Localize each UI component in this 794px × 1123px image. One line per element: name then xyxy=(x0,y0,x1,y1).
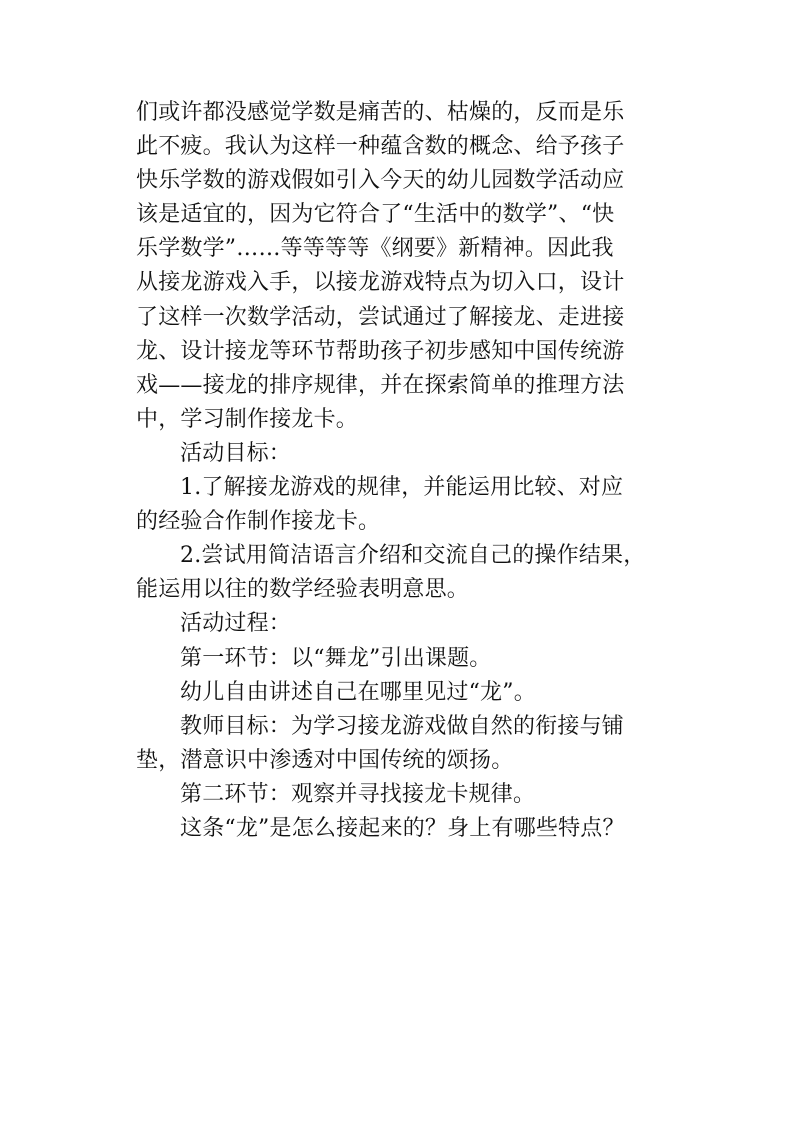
body-text-line: 们或许都没感觉学数是痛苦的、枯燥的，反而是乐 xyxy=(136,100,625,125)
body-text-line: 快乐学数的游戏假如引入今天的幼儿园数学活动应 xyxy=(136,168,625,194)
body-text-line: 中，学习制作接龙卡。 xyxy=(136,406,359,432)
body-text-line: 了这样一次数学活动，尝试通过了解接龙、走进接 xyxy=(136,304,625,330)
process-heading: 活动过程： xyxy=(180,611,292,637)
step-1-text: 幼儿自由讲述自己在哪里见过“龙”。 xyxy=(180,679,536,705)
body-text-line: 从接龙游戏入手，以接龙游戏特点为切入口，设计 xyxy=(136,270,625,296)
body-text-line: 龙、设计接龙等环节帮助孩子初步感知中国传统游 xyxy=(136,338,625,364)
goal-2-line: 2.尝试用简洁语言介绍和交流自己的操作结果， xyxy=(180,543,646,569)
goal-1-line: 1.了解接龙游戏的规律，并能运用比较、对应 xyxy=(180,475,624,501)
step-2-title: 第二环节：观察并寻找接龙卡规律。 xyxy=(180,781,536,807)
goal-1-line: 的经验合作制作接龙卡。 xyxy=(136,509,381,535)
goal-2-line: 能运用以往的数学经验表明意思。 xyxy=(136,577,470,603)
body-text-line: 乐学数学”……等等等等《纲要》新精神。因此我 xyxy=(136,236,614,262)
step-1-title: 第一环节：以“舞龙”引出课题。 xyxy=(180,645,492,671)
teacher-goal-line: 教师目标：为学习接龙游戏做自然的衔接与铺 xyxy=(180,713,625,739)
step-2-question: 这条“龙”是怎么接起来的？身上有哪些特点？ xyxy=(180,815,625,841)
body-text-line: 戏——接龙的排序规律，并在探索简单的推理方法 xyxy=(136,372,625,398)
document-body xyxy=(136,96,676,846)
body-text-line: 此不疲。我认为这样一种蕴含数的概念、给予孩子 xyxy=(136,134,625,160)
teacher-goal-line: 垫，潜意识中渗透对中国传统的颂扬。 xyxy=(136,747,514,773)
goals-heading: 活动目标： xyxy=(180,440,292,466)
body-text-line: 该是适宜的，因为它符合了“生活中的数学”、“快 xyxy=(136,202,615,228)
